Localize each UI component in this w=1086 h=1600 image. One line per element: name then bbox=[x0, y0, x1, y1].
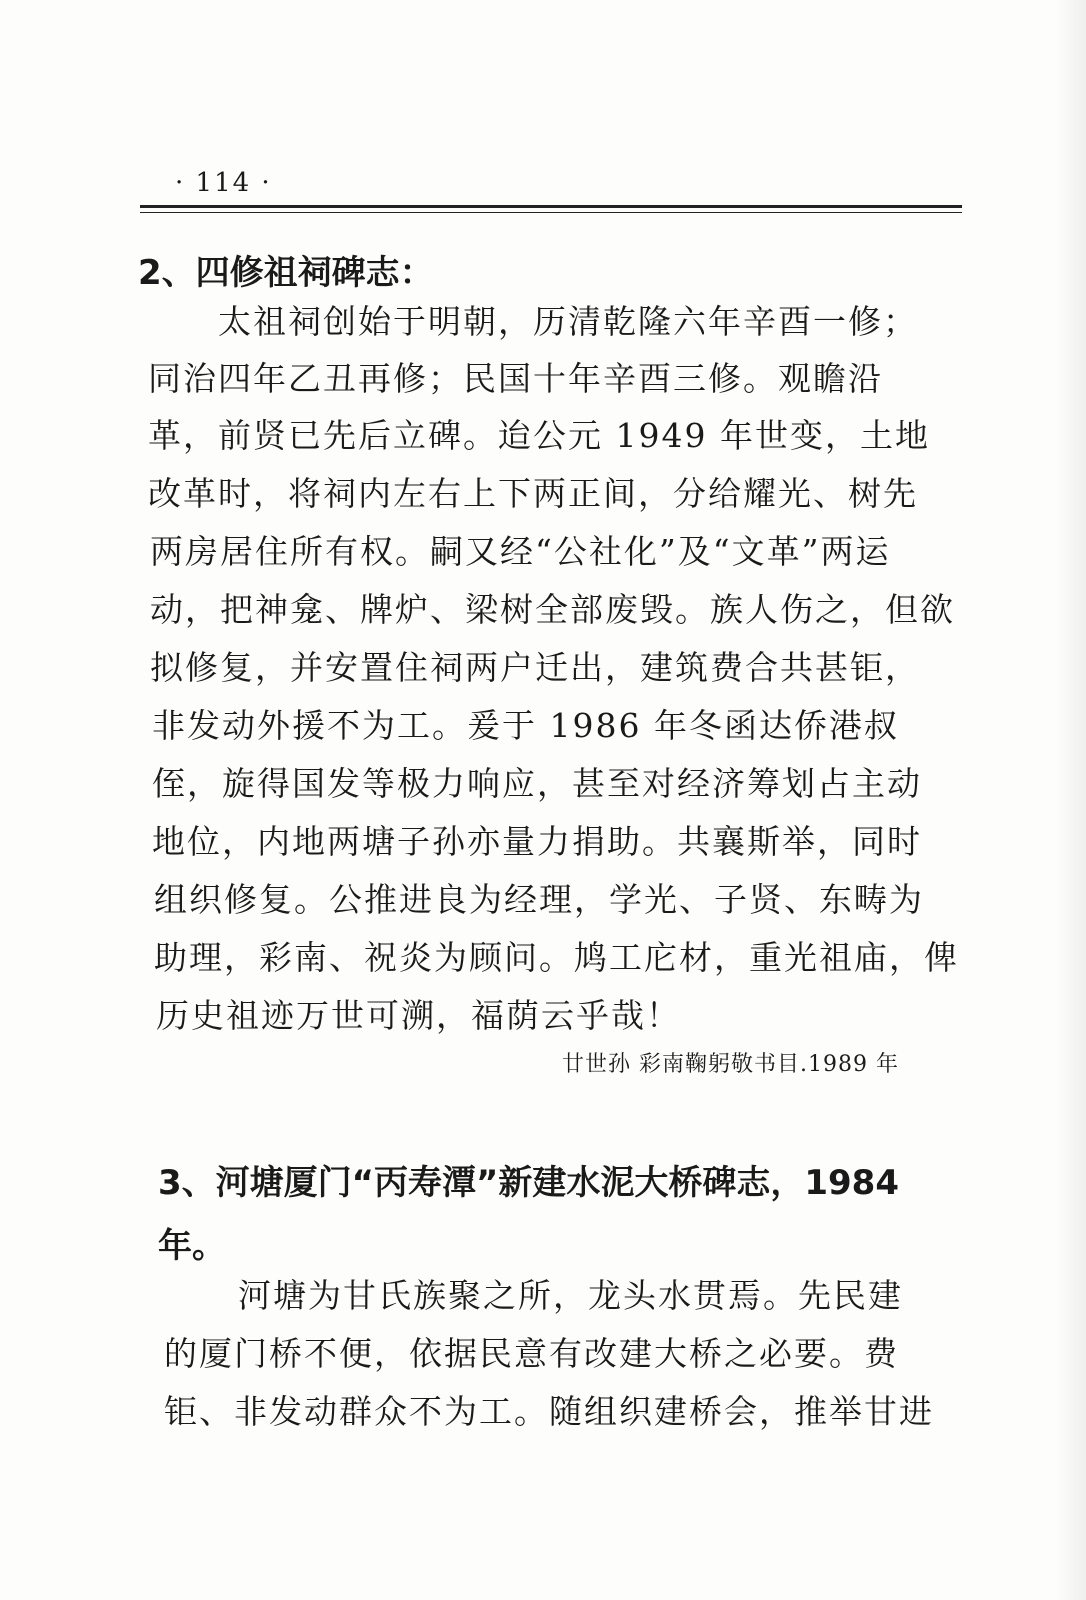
section-2-line: 太祖祠创始于明朝，历清乾隆六年辛酉一修； bbox=[218, 302, 918, 341]
section-2-line: 非发动外援不为工。爰于 1986 年冬函达侨港叔 bbox=[152, 706, 899, 745]
section-2-line: 助理，彩南、祝炎为顾问。鸠工庀材，重光祖庙，俾 bbox=[154, 938, 959, 977]
header-rule-thick bbox=[140, 205, 962, 208]
section-3-line: 钜、非发动群众不为工。随组织建桥会，推举甘进 bbox=[164, 1392, 934, 1431]
page-edge bbox=[1056, 0, 1086, 1600]
page-number: · 114 · bbox=[175, 168, 272, 198]
section-2-line: 两房居住所有权。嗣又经“公社化”及“文革”两运 bbox=[150, 532, 891, 571]
section-2-line: 同治四年乙丑再修；民国十年辛酉三修。观瞻沿 bbox=[148, 359, 883, 398]
section-2-line: 动，把神龛、牌炉、梁树全部废毁。族人伤之，但欲 bbox=[150, 590, 955, 629]
section-2-heading: 2、四修祖祠碑志： bbox=[138, 253, 434, 293]
header-rule-thin bbox=[140, 212, 962, 213]
section-2-line: 组织修复。公推进良为经理，学光、子贤、东畴为 bbox=[154, 880, 924, 919]
section-2-line: 拟修复，并安置住祠两户迁出，建筑费合共甚钜， bbox=[150, 648, 920, 687]
signature: 廿世孙 彩南鞠躬敬书目.1989 年 bbox=[562, 1052, 899, 1077]
section-2-line: 改革时，将祠内左右上下两正间，分给耀光、树先 bbox=[148, 474, 918, 513]
section-3-heading-continued: 年。 bbox=[158, 1226, 226, 1266]
section-3-line: 河塘为甘氏族聚之所，龙头水贯焉。先民建 bbox=[238, 1276, 903, 1315]
section-2-line: 侄，旋得国发等极力响应，甚至对经济筹划占主动 bbox=[152, 764, 922, 803]
section-2-line: 革，前贤已先后立碑。迨公元 1949 年世变，土地 bbox=[148, 416, 930, 455]
section-3-heading: 3、河塘厦门“丙寿潭”新建水泥大桥碑志，1984 bbox=[158, 1163, 899, 1203]
section-2-line: 地位，内地两塘子孙亦量力捐助。共襄斯举，同时 bbox=[152, 822, 922, 861]
section-2-line: 历史祖迹万世可溯，福荫云乎哉！ bbox=[156, 996, 681, 1035]
section-3-line: 的厦门桥不便，依据民意有改建大桥之必要。费 bbox=[164, 1334, 899, 1373]
